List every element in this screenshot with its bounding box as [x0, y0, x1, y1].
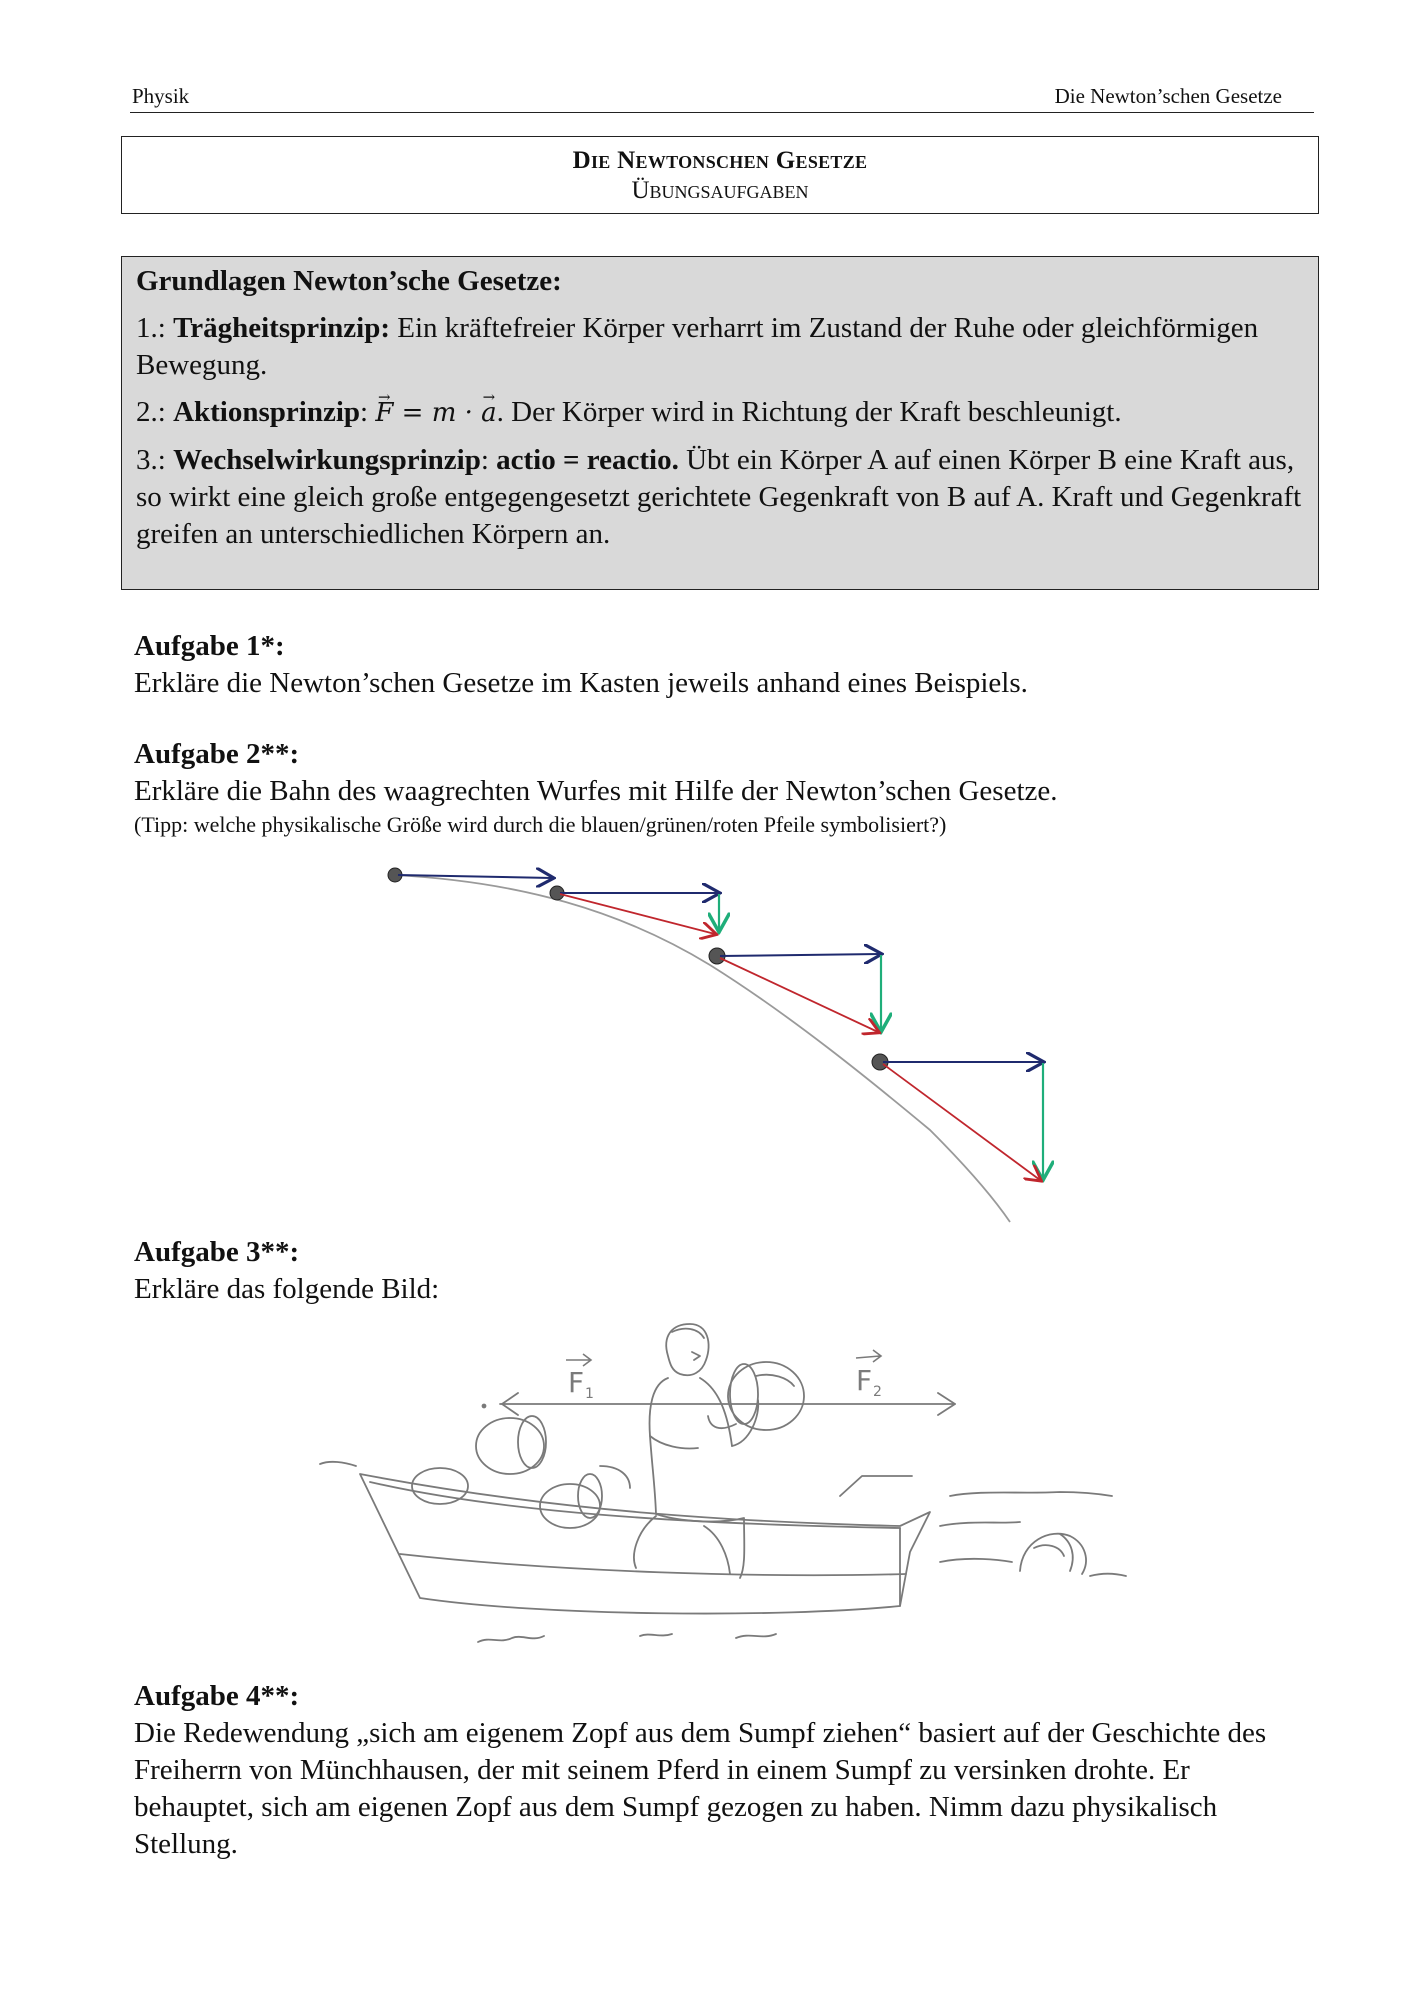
force-label-f2	[856, 1350, 882, 1400]
task-1-heading: Aufgabe 1*:	[134, 630, 285, 662]
task-1-text: Erkläre die Newton’schen Gesetze im Kasten jeweils anhand eines Beispiels.	[134, 667, 1028, 699]
task-2	[134, 736, 1314, 840]
law-2-name: Aktionsprinzip	[173, 396, 361, 428]
velocity-x-arrow-3	[720, 954, 880, 956]
velocity-arrow-2	[720, 958, 878, 1032]
projectile-motion-figure	[370, 850, 1090, 1240]
task-4	[134, 1678, 1314, 1863]
task-3-heading: Aufgabe 3**:	[134, 1236, 300, 1268]
task-3	[134, 1234, 1314, 1308]
task-2-tip: (Tipp: welche physikalische Größe wird durch die blauen/grünen/roten Pfeile symbolisiert?)	[134, 812, 947, 837]
task-2-heading: Aufgabe 2**:	[134, 738, 300, 770]
basics-heading: Grundlagen Newton’sche Gesetze:	[136, 265, 562, 297]
law-1: 1.: Trägheitsprinzip: Ein kräftefreier Körper verharrt im Zustand der Ruhe oder gleichförmigen Bewegung.	[136, 312, 1259, 381]
newton-formula: → F = m · → a	[375, 398, 496, 428]
document-title: Die Newtonschen Gesetze	[572, 147, 868, 174]
law-1-name: Trägheitsprinzip:	[173, 312, 391, 344]
task-4-heading: Aufgabe 4**:	[134, 1680, 300, 1712]
barrels-in-boat	[412, 1416, 630, 1528]
task-1	[134, 628, 1314, 702]
header-subject: Physik	[132, 84, 190, 108]
svg-text:F: F	[856, 1364, 873, 1397]
boat-figure	[300, 1316, 1140, 1666]
law-2: 2.: Aktionsprinzip: → F = m · → a. Der Körper wird in Richtung der Kraft beschleunigt.	[136, 394, 1304, 432]
header-topic: Die Newton’schen Gesetze	[1054, 84, 1282, 108]
svg-text:1: 1	[585, 1386, 594, 1402]
svg-text:2: 2	[873, 1384, 882, 1400]
header-rule	[130, 112, 1314, 113]
force-label-f1	[566, 1354, 594, 1402]
title-box	[121, 136, 1319, 214]
document-subtitle: Übungsaufgaben	[631, 177, 809, 204]
man-drawing	[634, 1324, 758, 1578]
boat-hull	[360, 1474, 930, 1614]
force-arrows	[483, 1393, 956, 1415]
task-2-text: Erkläre die Bahn des waagrechten Wurfes mit Hilfe der Newton’schen Gesetze.	[134, 775, 1058, 807]
svg-text:F: F	[568, 1366, 585, 1399]
law-3: 3.: Wechselwirkungsprinzip: actio = reactio. Übt ein Körper A auf einen Körper B eine Kraft aus, so wirkt eine gleich große entgegengesetzt gerichtete Gegenkraft von B auf A. Kraft und Gegenkraft greifen an unterschiedlichen Körpern an.	[136, 444, 1302, 550]
floating-barrel	[1020, 1534, 1086, 1574]
basics-box	[121, 256, 1319, 590]
law-3-motto: actio = reactio.	[496, 444, 679, 476]
trajectory-curve	[395, 875, 1010, 1222]
task-3-text: Erkläre das folgende Bild:	[134, 1273, 440, 1305]
law-3-name: Wechselwirkungsprinzip	[173, 444, 481, 476]
task-4-text: Die Redewendung „sich am eigenem Zopf aus dem Sumpf ziehen“ basiert auf der Geschichte des Freiherrn von Münchhausen, der mit seinem Pferd in einem Sumpf zu versinken drohte. Er behauptet, sich am eigenen Zopf aus dem Sumpf gezogen zu haben. Nimm dazu physikalisch Stellung.	[134, 1717, 1267, 1860]
